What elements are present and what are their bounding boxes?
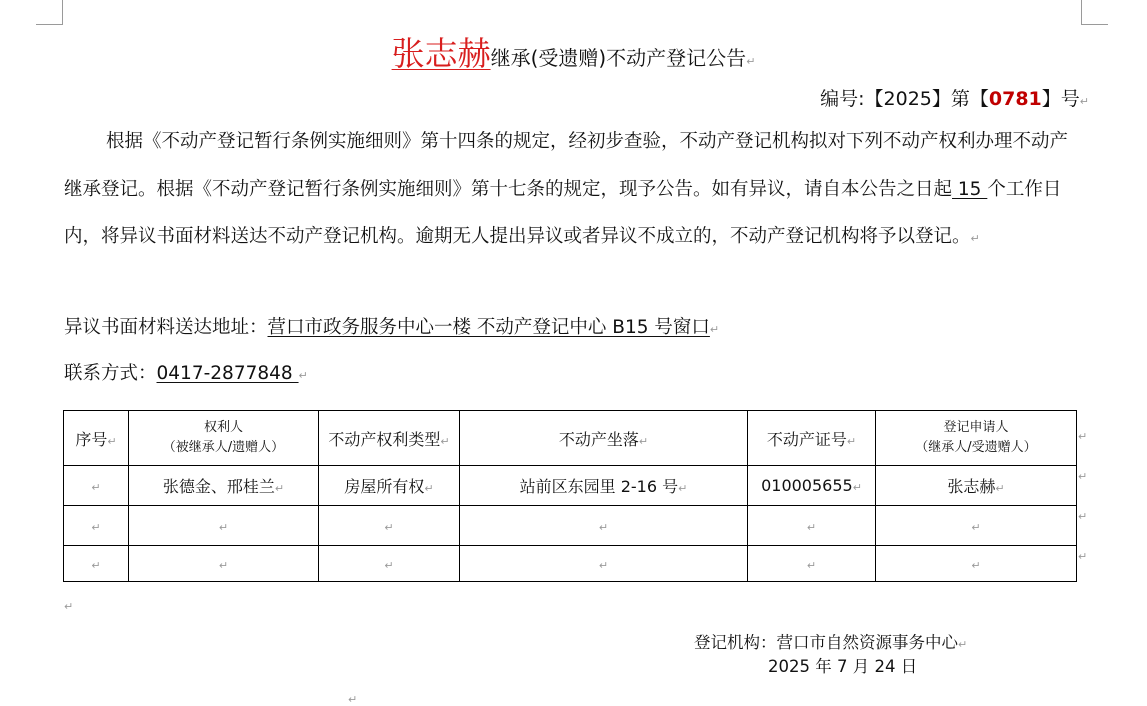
paragraph-mark: ↵	[958, 638, 968, 651]
paragraph-mark: ↵	[348, 693, 358, 706]
table-row	[64, 546, 1077, 582]
cell-cert-no: 010005655↵	[748, 466, 876, 506]
cell-seq: ↵	[64, 506, 129, 546]
address-value: 营口市政务服务中心一楼 不动产登记中心 B15 号窗口	[267, 317, 710, 338]
header-cert-no: 不动产证号↵	[748, 411, 876, 466]
row-end-mark: ↵	[1078, 550, 1088, 563]
header-applicant: 登记申请人 （继承人/受遗赠人）	[876, 411, 1077, 466]
contact-phone: 0417-2877848	[156, 363, 299, 384]
notice-number-suffix: 】号	[1041, 88, 1080, 110]
notice-number	[820, 84, 1089, 111]
cell-seq: ↵	[64, 546, 129, 582]
cell-right-type: ↵	[319, 546, 460, 582]
contact-label: 联系方式：	[64, 363, 157, 384]
title-text: 继承(受遗赠)不动产登记公告	[490, 46, 747, 70]
cell-applicant: ↵	[876, 546, 1077, 582]
cell-location: ↵	[460, 546, 748, 582]
table-row	[64, 506, 1077, 546]
row-end-mark: ↵	[1078, 510, 1088, 523]
notice-number-prefix: 编号:【2025】第【	[820, 88, 989, 110]
header-seq: 序号↵	[64, 411, 129, 466]
address-label: 异议书面材料送达地址：	[64, 317, 268, 338]
cell-holder: ↵	[129, 546, 319, 582]
contact-info	[64, 359, 308, 385]
notice-body-paragraph	[64, 118, 1084, 263]
row-end-mark: ↵	[1078, 430, 1088, 443]
notice-number-value: 0781	[988, 88, 1042, 110]
objection-address	[64, 313, 719, 339]
notice-date: 2025 年 7 月 24 日	[768, 657, 918, 676]
cell-holder: 张德金、邢桂兰↵	[129, 466, 319, 506]
header-holder: 权利人 （被继承人/遗赠人）	[129, 411, 319, 466]
cell-applicant: ↵	[876, 506, 1077, 546]
page-corner-mark-top-left	[36, 0, 63, 25]
notice-title	[0, 28, 1147, 75]
objection-days: 15	[952, 178, 988, 200]
paragraph-mark: ↵	[746, 55, 756, 68]
row-end-mark: ↵	[1078, 470, 1088, 483]
registration-authority: 登记机构：营口市自然资源事务中心↵	[694, 633, 968, 652]
header-right-type: 不动产权利类型↵	[319, 411, 460, 466]
cell-location: ↵	[460, 506, 748, 546]
cell-holder: ↵	[129, 506, 319, 546]
paragraph-part-2: 个工作日内，将异议书面材料送达不动产登记机构。逾期无人提出异议或者异议不成立的，不动产登记机构将予以登记。	[64, 178, 1062, 247]
paragraph-mark: ↵	[709, 323, 720, 336]
paragraph-part-1: 根据《不动产登记暂行条例实施细则》第十四条的规定，经初步查验，不动产登记机构拟对下列不动产权利办理不动产继承登记。根据《不动产登记暂行条例实施细则》第十七条的规定，现予公告。如有异议，请自本公告之日起	[64, 131, 1069, 200]
paragraph-mark: ↵	[298, 369, 308, 382]
paragraph-mark: ↵	[64, 600, 74, 613]
paragraph-mark: ↵	[970, 232, 980, 245]
cell-seq: ↵	[64, 466, 129, 506]
cell-applicant: 张志赫↵	[876, 466, 1077, 506]
cell-right-type: ↵	[319, 506, 460, 546]
cell-cert-no: ↵	[748, 546, 876, 582]
header-location: 不动产坐落↵	[460, 411, 748, 466]
heir-name: 张志赫	[391, 34, 491, 73]
cell-right-type: 房屋所有权↵	[319, 466, 460, 506]
cell-location: 站前区东园里 2-16 号↵	[460, 466, 748, 506]
registration-table	[63, 410, 1077, 582]
table-row	[64, 466, 1077, 506]
table-header-row	[64, 411, 1077, 466]
cell-cert-no: ↵	[748, 506, 876, 546]
page-corner-mark-top-right	[1081, 0, 1108, 25]
paragraph-mark: ↵	[1079, 95, 1089, 108]
